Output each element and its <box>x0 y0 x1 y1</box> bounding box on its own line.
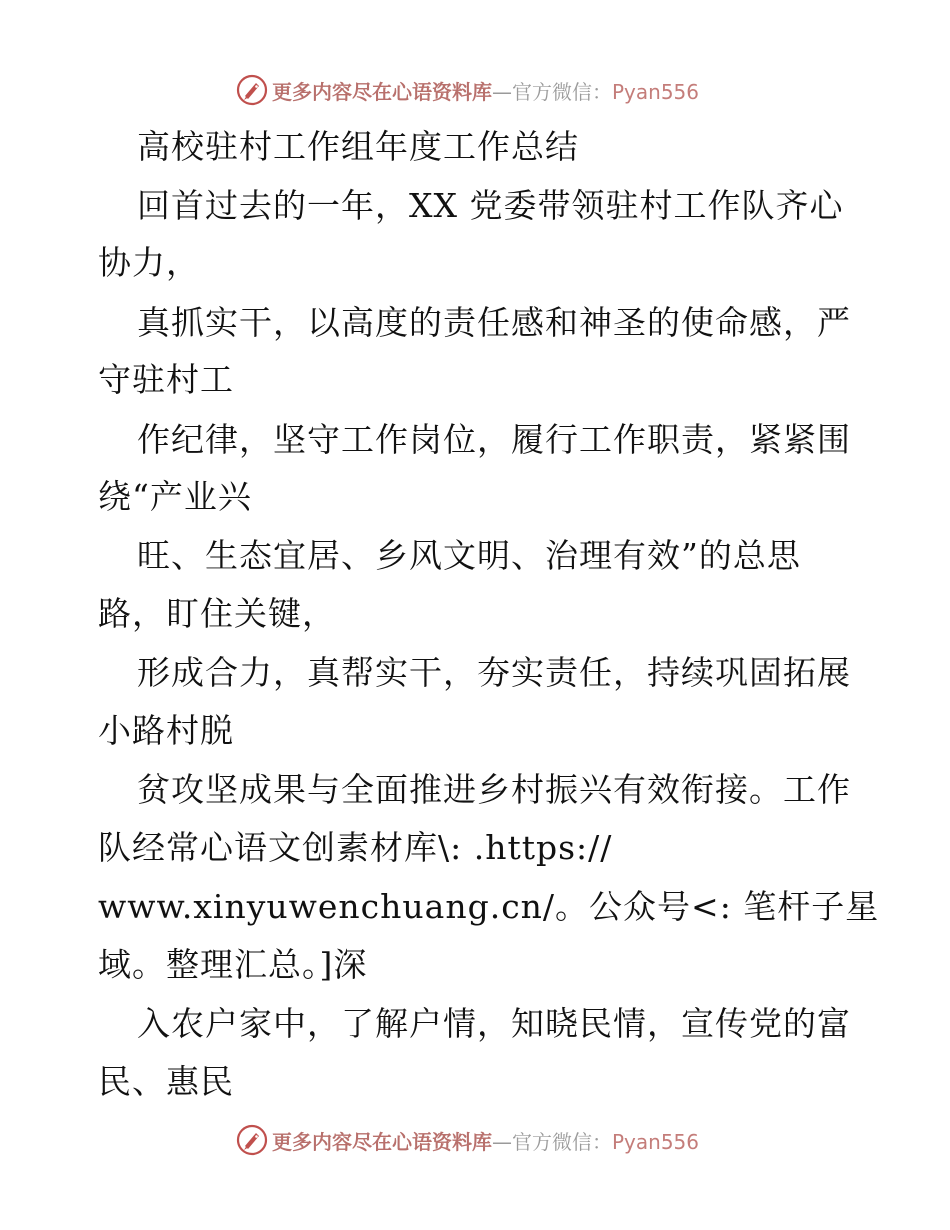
header-banner-text <box>272 76 699 105</box>
footer-banner[interactable] <box>236 1122 699 1158</box>
pen-nib-logo-icon <box>236 74 268 106</box>
paragraph-line: 回首过去的一年，XX 党委带领驻村工作队齐心 <box>137 186 844 225</box>
footer-contact-label: 官方微信： <box>512 1129 612 1154</box>
footer-wechat-id: Pyan556 <box>612 1129 700 1154</box>
paragraph-line: 域。整理汇总。]深 <box>98 945 368 984</box>
header-banner[interactable] <box>236 72 699 108</box>
paragraph-line: 路，盯住关键， <box>98 594 336 633</box>
paragraph-line: 绕“产业兴 <box>98 477 252 516</box>
paragraph-line: 民、惠民 <box>98 1062 234 1101</box>
paragraph-line: 贫攻坚成果与全面推进乡村振兴有效衔接。工作 <box>137 770 851 809</box>
paragraph-line: www.xinyuwenchuang.cn/。公众号<: 笔杆子星 <box>98 887 880 926</box>
paragraph-line: 协力， <box>98 243 200 282</box>
pen-nib-logo-icon <box>236 1124 268 1156</box>
footer-brand-text: 更多内容尽在心语资料库 <box>272 1129 492 1154</box>
paragraph-line: 形成合力，真帮实干，夯实责任，持续巩固拓展 <box>137 653 851 692</box>
paragraph-line: 小路村脱 <box>98 711 234 750</box>
paragraph-line: 守驻村工 <box>98 360 234 399</box>
header-wechat-id: Pyan556 <box>612 79 700 104</box>
paragraph-line: 真抓实干，以高度的责任感和神圣的使命感，严 <box>137 303 851 342</box>
paragraph-line: 旺、生态宜居、乡风文明、治理有效”的总思 <box>137 536 801 575</box>
header-separator: — <box>492 79 512 104</box>
header-brand-text: 更多内容尽在心语资料库 <box>272 79 492 104</box>
paragraph-line: 作纪律，坚守工作岗位，履行工作职责，紧紧围 <box>137 420 851 459</box>
paragraph-line: 队经常心语文创素材库\: .https:// <box>98 828 613 867</box>
header-contact-label: 官方微信： <box>512 79 612 104</box>
footer-banner-text <box>272 1126 699 1155</box>
footer-separator: — <box>492 1129 512 1154</box>
document-title: 高校驻村工作组年度工作总结 <box>137 127 579 166</box>
paragraph-line: 入农户家中，了解户情，知晓民情，宣传党的富 <box>137 1004 851 1043</box>
